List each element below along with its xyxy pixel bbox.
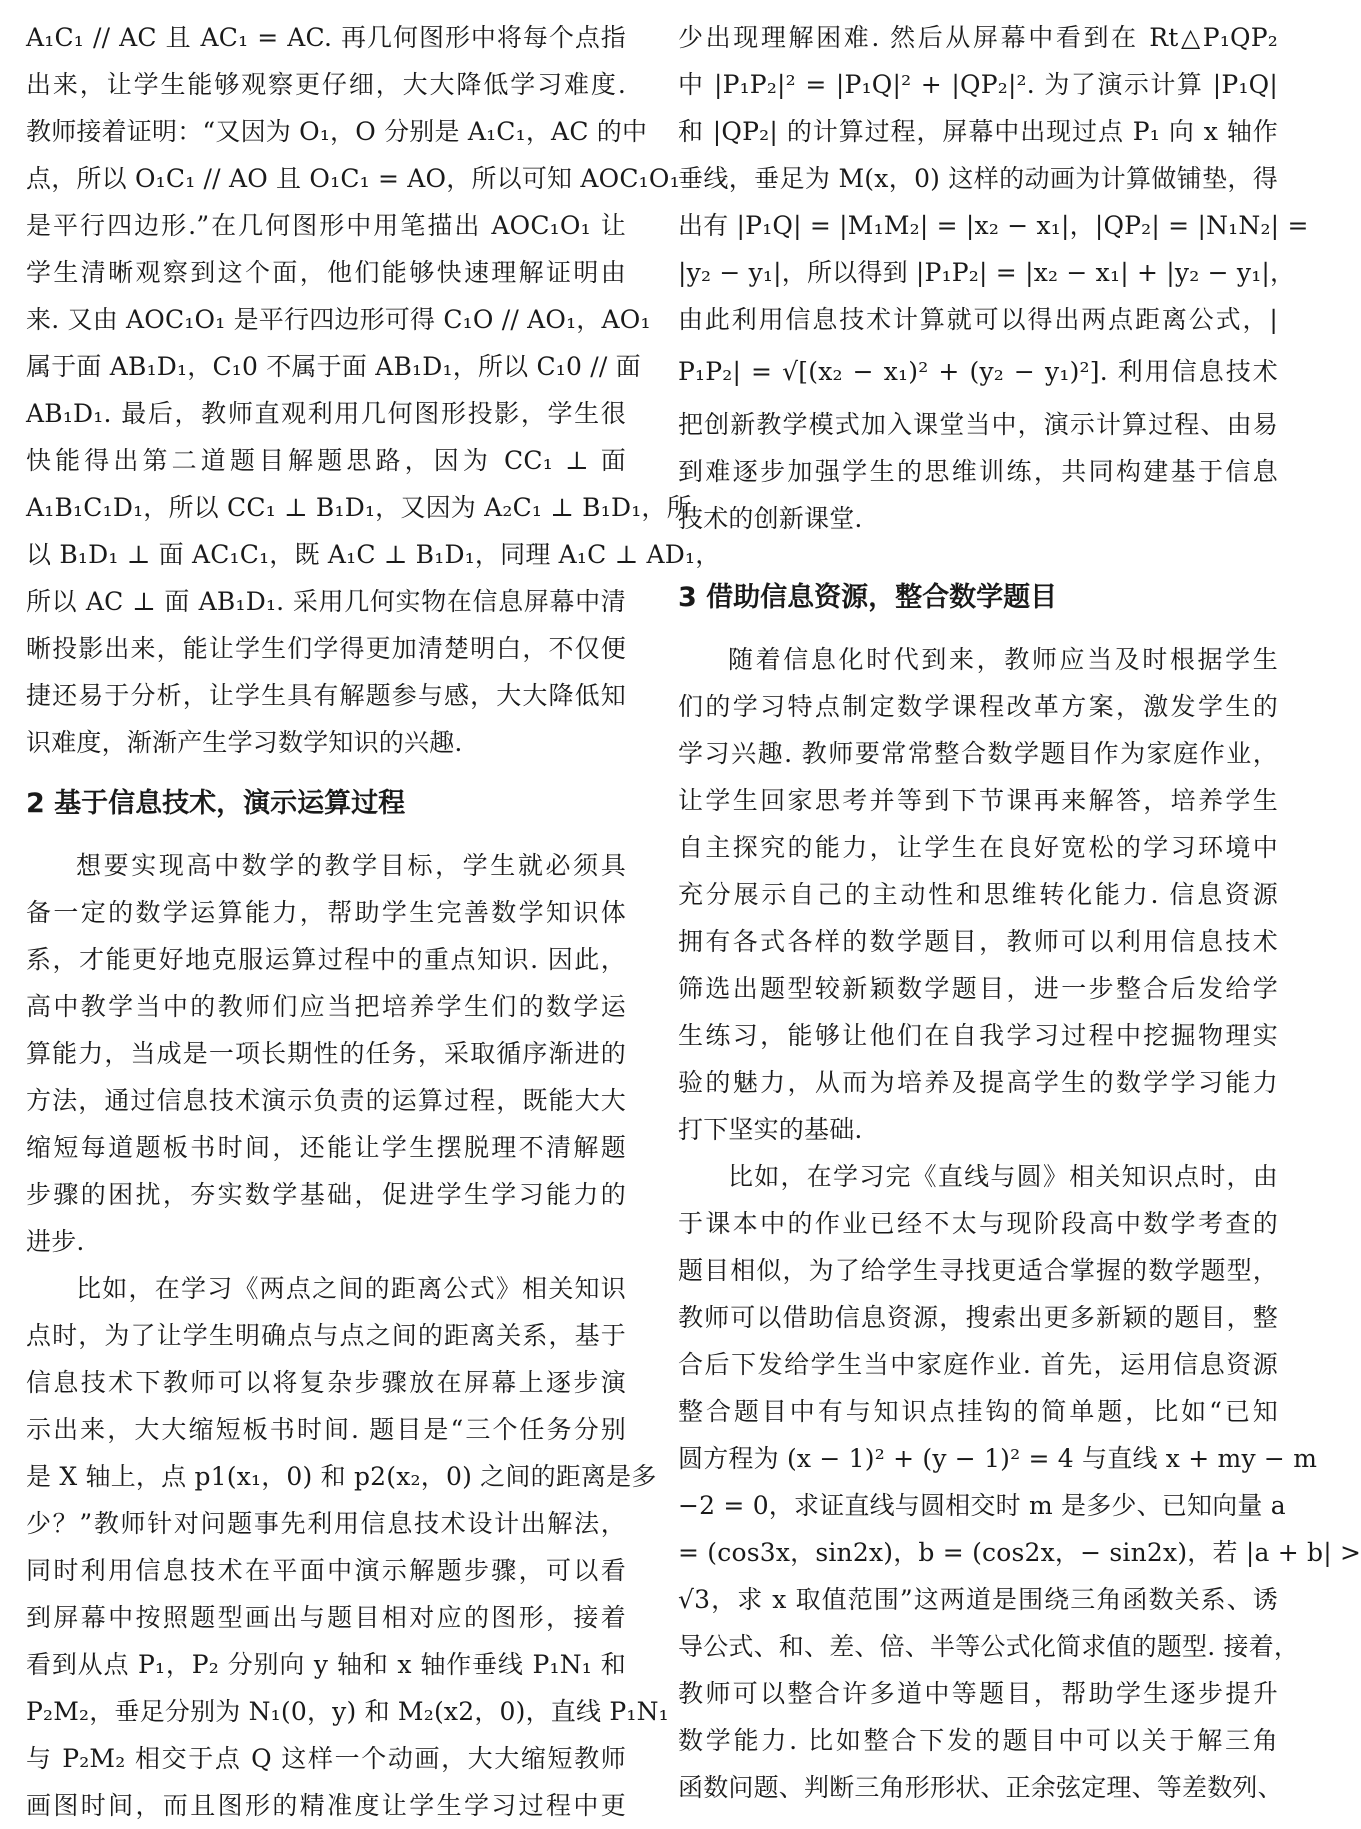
text-line: 想要实现高中数学的教学目标，学生就必须具 — [76, 851, 626, 880]
text-line: 随着信息化时代到来，教师应当及时根据学生 — [728, 645, 1278, 674]
text-line: 捷还易于分析，让学生具有解题参与感，大大降低知 — [26, 681, 626, 710]
text-line: 数学能力. 比如整合下发的题目中可以关于解三角 — [678, 1726, 1278, 1755]
section-heading-3: 3 借助信息资源，整合数学题目 — [678, 582, 1058, 613]
text-line: 于课本中的作业已经不太与现阶段高中数学考查的 — [678, 1209, 1278, 1238]
text-line: 点，所以 O₁C₁ // AO 且 O₁C₁ = AO，所以可知 AOC₁O₁ — [26, 164, 680, 193]
text-line: 教师接着证明：“又因为 O₁，O 分别是 A₁C₁，AC 的中 — [26, 117, 648, 146]
text-line: 中 |P₁P₂|² = |P₁Q|² + |QP₂|². 为了演示计算 |P₁Q| — [678, 70, 1278, 99]
text-line: 合后下发给学生当中家庭作业. 首先，运用信息资源 — [678, 1350, 1278, 1379]
text-line: 到屏幕中按照题型画出与题目相对应的图形，接着 — [26, 1603, 626, 1632]
text-line: A₁B₁C₁D₁，所以 CC₁ ⊥ B₁D₁，又因为 A₂C₁ ⊥ B₁D₁，所 — [26, 493, 692, 522]
text-line: 拥有各式各样的数学题目，教师可以利用信息技术 — [678, 927, 1278, 956]
left-column — [26, 14, 721, 1829]
text-line: 出有 |P₁Q| = |M₁M₂| = |x₂ − x₁|，|QP₂| = |N₁N₂| = — [678, 211, 1309, 240]
text-line: 看到从点 P₁，P₂ 分别向 y 轴和 x 轴作垂线 P₁N₁ 和 — [26, 1650, 626, 1679]
text-line: 验的魅力，从而为培养及提高学生的数学学习能力 — [678, 1068, 1278, 1097]
text-line: 与 P₂M₂ 相交于点 Q 这样一个动画，大大缩短教师 — [26, 1744, 626, 1773]
text-line: 们的学习特点制定数学课程改革方案，激发学生的 — [678, 692, 1278, 721]
right-paragraph-2 — [678, 636, 1278, 1153]
text-line: 算能力，当成是一项长期性的任务，采取循序渐进的 — [26, 1039, 626, 1068]
distance-formula-line: P₁P₂| = √[(x₂ − x₁)² + (y₂ − y₁)²]. 利用信息技术 — [678, 357, 1278, 386]
text-line: 到难逐步加强学生的思维训练，共同构建基于信息 — [678, 457, 1278, 486]
text-line: A₁C₁ // AC 且 AC₁ = AC. 再几何图形中将每个点指 — [26, 23, 626, 52]
text-line: 技术的创新课堂. — [678, 504, 863, 533]
text-line: 缩短每道题板书时间，还能让学生摆脱理不清解题 — [26, 1133, 626, 1162]
text-line: 少出现理解困难. 然后从屏幕中看到在 Rt△P₁QP₂ — [678, 23, 1278, 52]
text-line: 充分展示自己的主动性和思维转化能力. 信息资源 — [678, 880, 1278, 909]
text-line: 筛选出题型较新颖数学题目，进一步整合后发给学 — [678, 974, 1278, 1003]
text-line: 备一定的数学运算能力，帮助学生完善数学知识体 — [26, 898, 626, 927]
text-line: 教师可以整合许多道中等题目，帮助学生逐步提升 — [678, 1679, 1278, 1708]
text-line: 导公式、和、差、倍、半等公式化简求值的题型. 接着， — [678, 1632, 1300, 1661]
text-line: 垂线，垂足为 M(x，0) 这样的动画为计算做铺垫，得 — [678, 164, 1278, 193]
text-line: 生练习，能够让他们在自我学习过程中挖掘物理实 — [678, 1021, 1278, 1050]
text-line: 整合题目中有与知识点挂钩的简单题，比如“已知 — [678, 1397, 1278, 1426]
text-line: 进步. — [26, 1227, 85, 1256]
text-line: 把创新教学模式加入课堂当中，演示计算过程、由易 — [678, 410, 1278, 439]
text-line: 属于面 AB₁D₁，C₁0 不属于面 AB₁D₁，所以 C₁0 // 面 — [26, 352, 641, 381]
text-line: √3，求 x 取值范围”这两道是围绕三角函数关系、诱 — [678, 1585, 1278, 1614]
right-paragraph-3 — [678, 1153, 1361, 1811]
text-line: 是平行四边形.”在几何图形中用笔描出 AOC₁O₁ 让 — [26, 211, 626, 240]
text-line: −2 = 0，求证直线与圆相交时 m 是多少、已知向量 a — [678, 1491, 1286, 1520]
text-line: 函数问题、判断三角形形状、正余弦定理、等差数列、 — [678, 1773, 1283, 1802]
text-line: 信息技术下教师可以将复杂步骤放在屏幕上逐步演 — [26, 1368, 626, 1397]
text-line: 学习兴趣. 教师要常常整合数学题目作为家庭作业， — [678, 739, 1278, 768]
left-paragraph-3 — [26, 1265, 669, 1829]
right-column — [678, 14, 1361, 1811]
text-line: 晰投影出来，能让学生们学得更加清楚明白，不仅便 — [26, 634, 626, 663]
text-line: |y₂ − y₁|，所以得到 |P₁P₂| = |x₂ − x₁| + |y₂ − y₁|， — [678, 258, 1296, 287]
text-line: 步骤的困扰，夯实数学基础，促进学生学习能力的 — [26, 1180, 626, 1209]
text-line: 来. 又由 AOC₁O₁ 是平行四边形可得 C₁O // AO₁，AO₁ — [26, 305, 651, 334]
text-line: 少？”教师针对问题事先利用信息技术设计出解法， — [26, 1509, 626, 1538]
text-line: 示出来，大大缩短板书时间. 题目是“三个任务分别 — [26, 1415, 626, 1444]
text-line: = (cos3x，sin2x)，b = (cos2x，− sin2x)，若 |a + b| > — [678, 1538, 1361, 1567]
text-line: 所以 AC ⊥ 面 AB₁D₁. 采用几何实物在信息屏幕中清 — [26, 587, 626, 616]
text-line: 高中教学当中的教师们应当把培养学生们的数学运 — [26, 992, 626, 1021]
text-line: 教师可以借助信息资源，搜索出更多新颖的题目，整 — [678, 1303, 1278, 1332]
text-line: 比如，在学习完《直线与圆》相关知识点时，由 — [728, 1162, 1278, 1191]
text-line: 打下坚实的基础. — [678, 1115, 863, 1144]
right-paragraph-1 — [678, 14, 1309, 542]
text-line: 画图时间，而且图形的精准度让学生学习过程中更 — [26, 1791, 626, 1820]
text-line: 让学生回家思考并等到下节课再来解答，培养学生 — [678, 786, 1278, 815]
text-line: 自主探究的能力，让学生在良好宽松的学习环境中 — [678, 833, 1278, 862]
text-line: 题目相似，为了给学生寻找更适合掌握的数学题型， — [678, 1256, 1278, 1285]
text-line: 快能得出第二道题目解题思路，因为 CC₁ ⊥ 面 — [26, 446, 626, 475]
text-line: 系，才能更好地克服运算过程中的重点知识. 因此， — [26, 945, 626, 974]
section-heading-2: 2 基于信息技术，演示运算过程 — [26, 788, 406, 819]
left-paragraph-2 — [26, 842, 626, 1265]
text-line: 点时，为了让学生明确点与点之间的距离关系，基于 — [26, 1321, 626, 1350]
text-line: 和 |QP₂| 的计算过程，屏幕中出现过点 P₁ 向 x 轴作 — [678, 117, 1278, 146]
text-line: 出来，让学生能够观察更仔细，大大降低学习难度. — [26, 70, 626, 99]
text-line: 由此利用信息技术计算就可以得出两点距离公式，| — [678, 305, 1278, 334]
left-paragraph-1 — [26, 14, 721, 766]
text-line: 以 B₁D₁ ⊥ 面 AC₁C₁，既 A₁C ⊥ B₁D₁，同理 A₁C ⊥ AD₁， — [26, 540, 721, 569]
spacer — [678, 542, 1278, 560]
text-line: 方法，通过信息技术演示负责的运算过程，既能大大 — [26, 1086, 626, 1115]
text-line: 学生清晰观察到这个面，他们能够快速理解证明由 — [26, 258, 626, 287]
text-line: AB₁D₁. 最后，教师直观利用几何图形投影，学生很 — [26, 399, 626, 428]
text-line: P₂M₂，垂足分别为 N₁(0，y) 和 M₂(x2，0)，直线 P₁N₁ — [26, 1697, 669, 1726]
text-line: 同时利用信息技术在平面中演示解题步骤，可以看 — [26, 1556, 626, 1585]
text-line: 比如，在学习《两点之间的距离公式》相关知识 — [76, 1274, 626, 1303]
text-line: 是 X 轴上，点 p1(x₁，0) 和 p2(x₂，0) 之间的距离是多 — [26, 1462, 657, 1491]
text-line: 圆方程为 (x − 1)² + (y − 1)² = 4 与直线 x + my − m — [678, 1444, 1318, 1473]
text-line: 识难度，渐渐产生学习数学知识的兴趣. — [26, 728, 463, 757]
